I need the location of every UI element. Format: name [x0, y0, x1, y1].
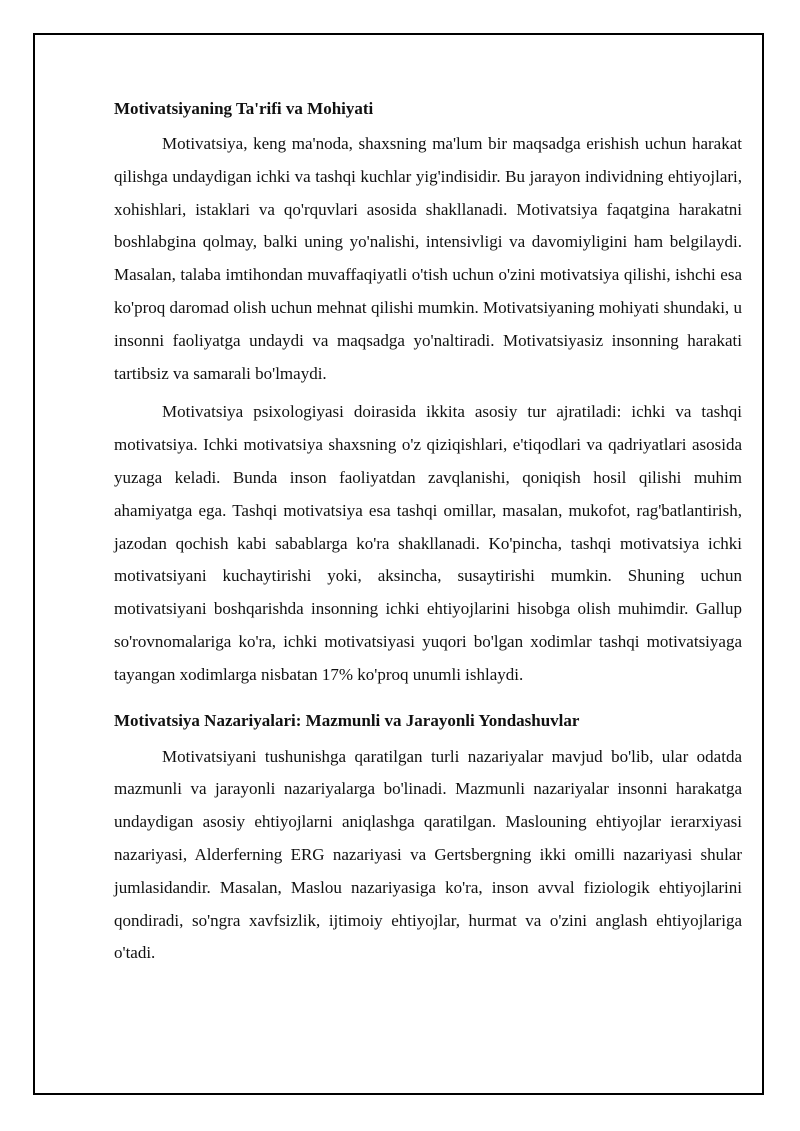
section-heading: Motivatsiya Nazariyalari: Mazmunli va Jarayonli Yondashuvlar — [114, 710, 580, 730]
paragraph: Motivatsiya psixologiyasi doirasida ikkita asosiy tur ajratiladi: ichki va tashqi motivatsiya. Ichki motivatsiya shaxsning o'z qiziqishlari, e'tiqodlari va qadriyatlari asosida yuzaga keladi. Bunda inson faoliyatdan zavqlanishi, qoniqish hosil qilishi muhim ahamiyatga ega. Tashqi motivatsiya esa tashqi omillar, masalan, mukofot, rag'batlantirish, jazodan qochish kabi sabablarga ko'ra shakllanadi. Ko'pincha, tashqi motivatsiya ichki motivatsiyani kuchaytirishi yoki, aksincha, susaytirishi mumkin. Shuning uchun motivatsiyani boshqarishda insonning ichki ehtiyojlarini hisobga olish muhimdir. Gallup so'rovnomalariga ko'ra, ichki motivatsiyasi yuqori bo'lgan xodimlar tashqi motivatsiyaga tayangan xodimlarga nisbatan 17% ko'proq unumli ishlaydi. — [114, 402, 742, 684]
paragraph: Motivatsiyani tushunishga qaratilgan turli nazariyalar mavjud bo'lib, ular odatda mazmunli va jarayonli nazariyalarga bo'linadi. Mazmunli nazariyalar insonni harakatga undaydigan asosiy ehtiyojlarni aniqlashga qaratilgan. Maslouning ehtiyojlar ierarxiyasi nazariyasi, Alderferning ERG nazariyasi va Gertsbergning ikki omilli nazariyasi shular jumlasidandir. Masalan, Maslou nazariyasiga ko'ra, inson avval fiziologik ehtiyojlarini qondiradi, so'ngra xavfsizlik, ijtimoiy ehtiyojlar, hurmat va o'zini anglash ehtiyojlariga o'tadi. — [114, 746, 742, 963]
document-body — [114, 93, 742, 970]
section-heading: Motivatsiyaning Ta'rifi va Mohiyati — [114, 99, 374, 118]
paragraph: Motivatsiya, keng ma'noda, shaxsning ma'lum bir maqsadga erishish uchun harakat qilishga undaydigan ichki va tashqi kuchlar yig'indisidir. Bu jarayon individning ehtiyojlari, xohishlari, istaklari va qo'rquvlari asosida shakllanadi. Motivatsiya faqatgina harakatni boshlabgina qolmay, balki uning yo'nalishi, intensivligi va davomiyligini ham belgilaydi. Masalan, talaba imtihondan muvaffaqiyatli o'tish uchun o'zini motivatsiya qilishi, ishchi esa ko'proq daromad olish uchun mehnat qilishi mumkin. Motivatsiyaning mohiyati shundaki, u insonni faoliyatga undaydi va maqsadga yo'naltiradi. Motivatsiyasiz insonning harakati tartibsiz va samarali bo'lmaydi. — [114, 134, 742, 383]
